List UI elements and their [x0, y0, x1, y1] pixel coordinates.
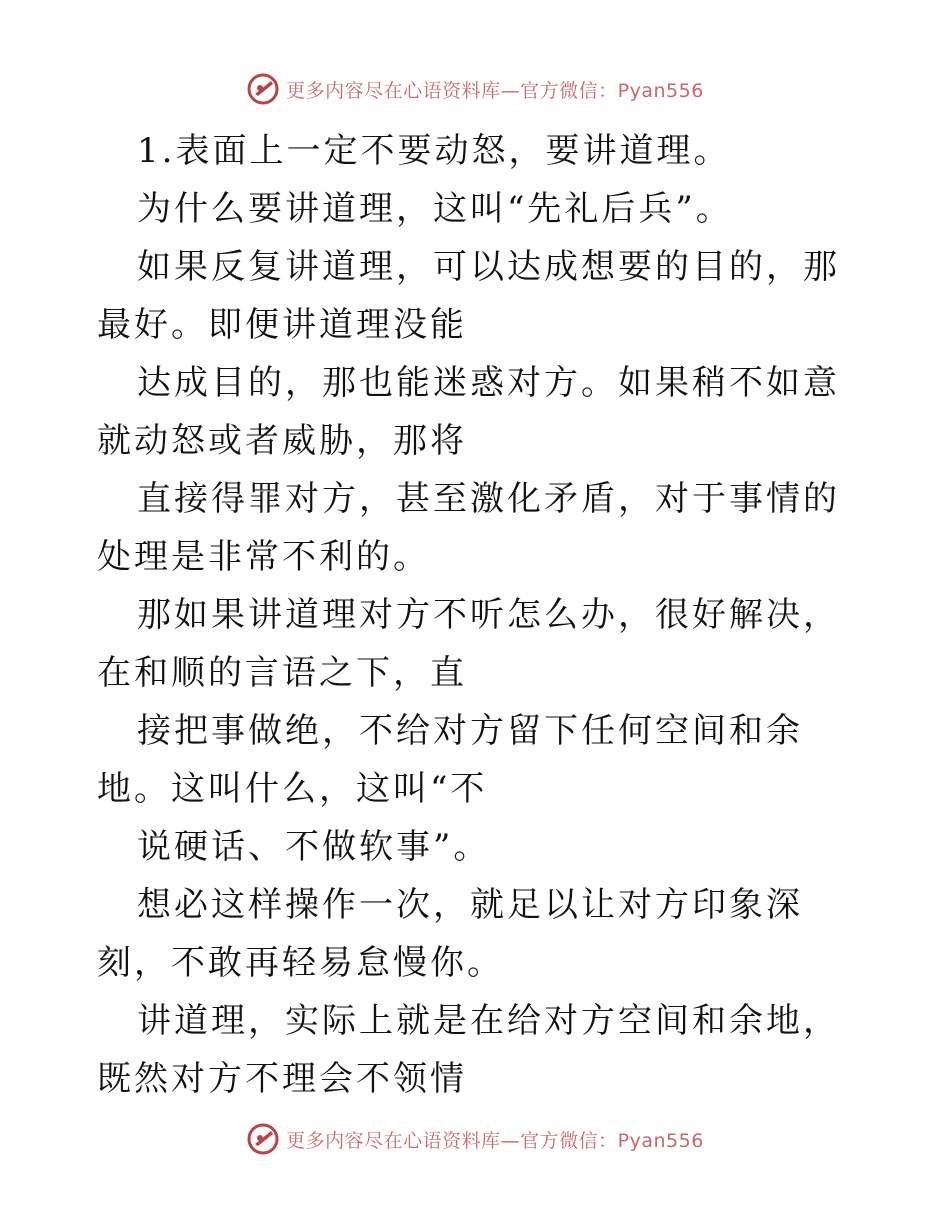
paragraph: 讲道理，实际上就是在给对方空间和余地，既然对方不理会不领情 — [97, 1001, 840, 1099]
paragraph: 想必这样操作一次，就足以让对方印象深刻，不敢再轻易怠慢你。 — [97, 885, 803, 983]
header-watermark — [0, 72, 950, 106]
paragraph: 接把事做绝，不给对方留下任何空间和余地。这叫什么，这叫“不 — [97, 711, 803, 809]
logo-icon — [246, 1122, 280, 1156]
paragraph: 直接得罪对方，甚至激化矛盾，对于事情的处理是非常不利的。 — [97, 479, 840, 577]
paragraph: 达成目的，那也能迷惑对方。如果稍不如意就动怒或者威胁，那将 — [97, 363, 840, 461]
logo-icon — [246, 72, 280, 106]
paragraph: 如果反复讲道理，可以达成想要的目的，那最好。即便讲道理没能 — [97, 247, 840, 345]
paragraph: 那如果讲道理对方不听怎么办，很好解决，在和顺的言语之下，直 — [97, 595, 840, 693]
footer-watermark-text: 更多内容尽在心语资料库—官方微信：Pyan556 — [286, 1129, 704, 1152]
document-body — [97, 122, 867, 1108]
header-watermark-text: 更多内容尽在心语资料库—官方微信：Pyan556 — [286, 79, 704, 102]
paragraph: 为什么要讲道理，这叫“先礼后兵”。 — [137, 189, 733, 229]
paragraph: 1.表面上一定不要动怒，要讲道理。 — [137, 131, 731, 171]
footer-watermark — [0, 1122, 950, 1156]
paragraph: 说硬话、不做软事”。 — [137, 827, 491, 867]
